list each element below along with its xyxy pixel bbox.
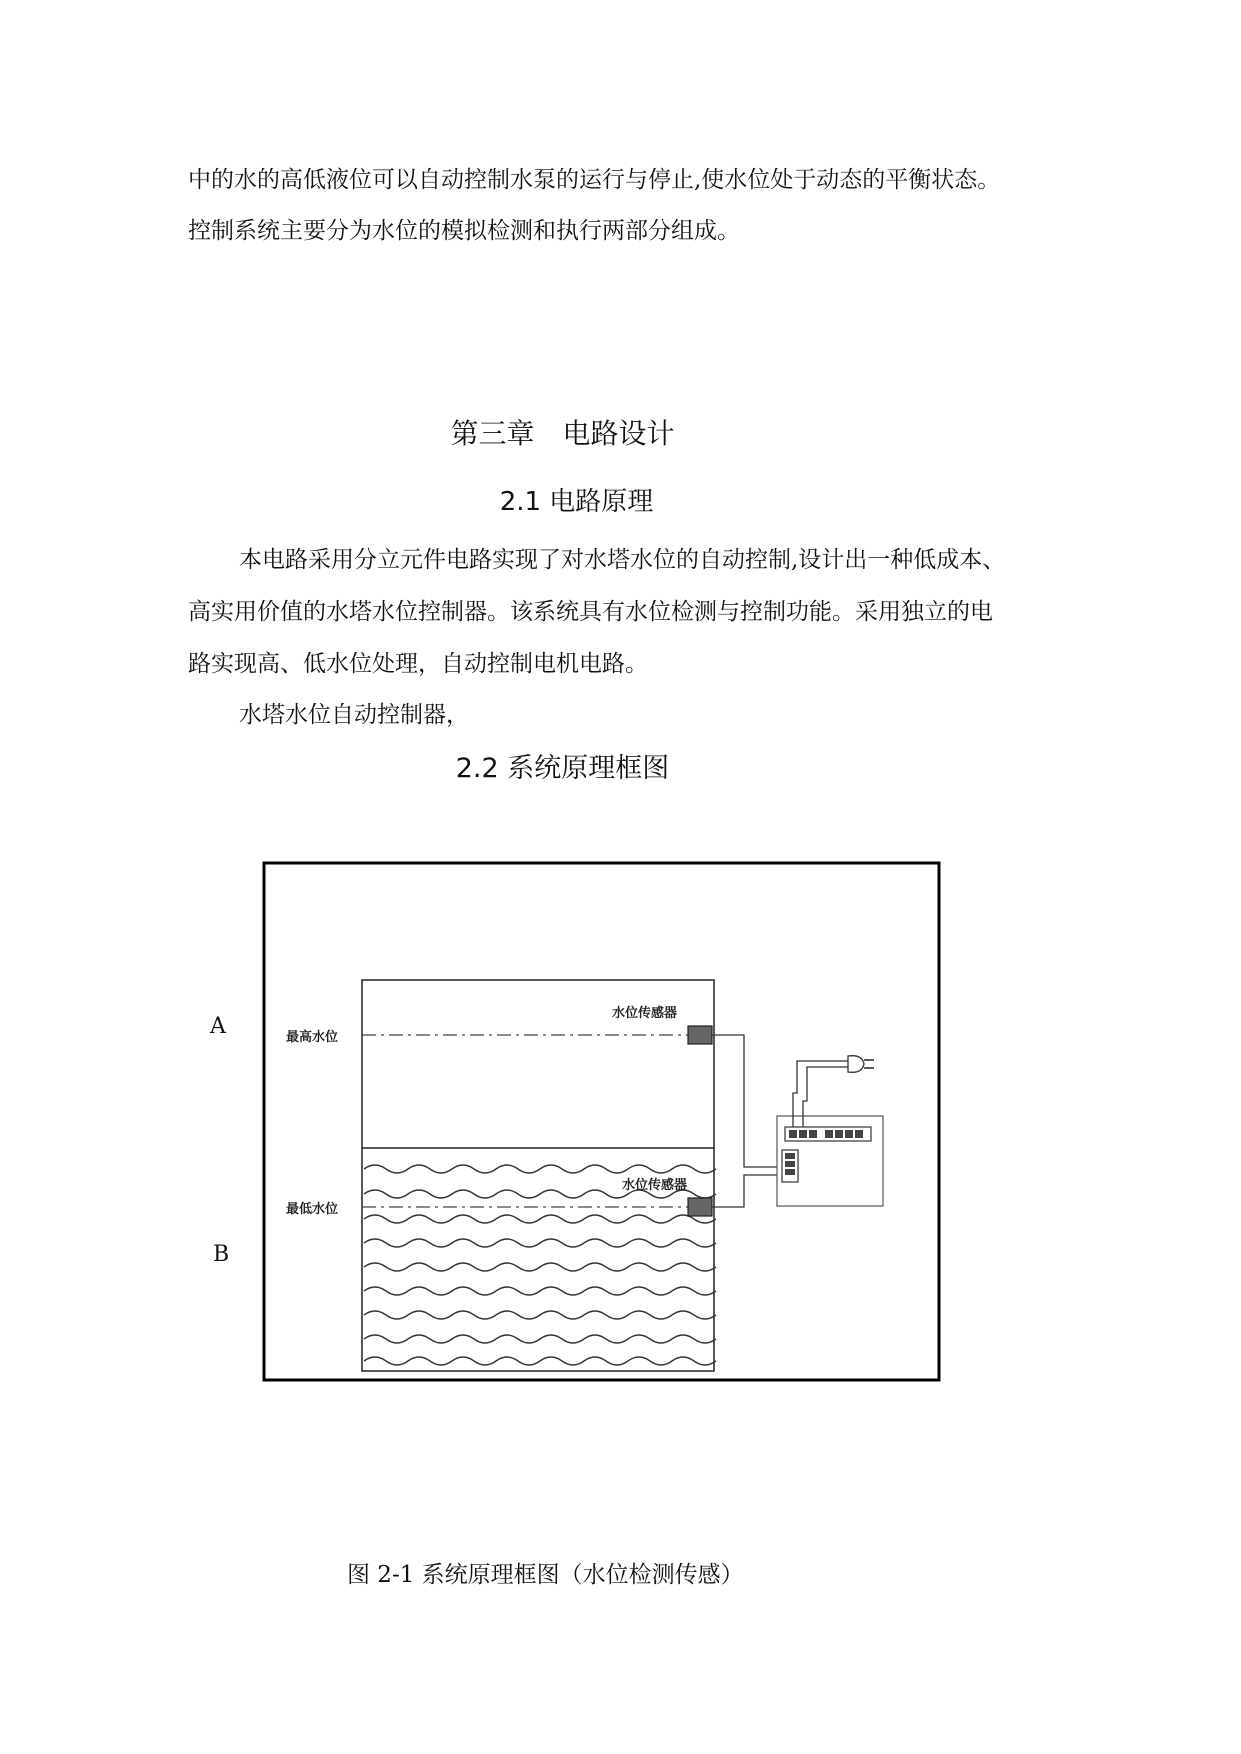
- label-b: B: [213, 1242, 230, 1267]
- intro-line-1: 中的水的高低液位可以自动控制水泵的运行与停止,使水位处于动态的平衡状态。: [188, 167, 1001, 193]
- section-2-1-title: 2.1 电路原理: [499, 487, 654, 517]
- sensor-top: [688, 1026, 712, 1044]
- section-2-1-para1-line1: 本电路采用分立元件电路实现了对水塔水位的自动控制,设计出一种低成本、: [239, 547, 1006, 573]
- section-2-2-title: 2.2 系统原理框图: [455, 753, 670, 784]
- terminal-blocks-top: [789, 1130, 863, 1138]
- label-a: A: [210, 1014, 226, 1039]
- terminal-blocks-input: [785, 1153, 795, 1175]
- high-level-label: 最高水位: [286, 1030, 339, 1045]
- low-level-label: 最低水位: [286, 1202, 339, 1217]
- section-2-1-para2: 水塔水位自动控制器，: [239, 702, 469, 728]
- sensor-bottom-label: 水位传感器: [622, 1178, 688, 1193]
- intro-line-2: 控制系统主要分为水位的模拟检测和执行两部分组成。: [188, 218, 740, 244]
- sensor-bottom: [688, 1198, 712, 1216]
- section-2-1-para1-line2: 高实用价值的水塔水位控制器。该系统具有水位检测与控制功能。采用独立的电: [188, 599, 993, 625]
- figure-caption: 图 2-1 系统原理框图（水位检测传感）: [347, 1562, 744, 1588]
- section-2-1-para1-line3: 路实现高、低水位处理，自动控制电机电路。: [188, 651, 648, 677]
- chapter-title: 第三章 电路设计: [450, 417, 675, 450]
- system-diagram: [262, 861, 942, 1383]
- sensor-top-label: 水位传感器: [612, 1006, 678, 1021]
